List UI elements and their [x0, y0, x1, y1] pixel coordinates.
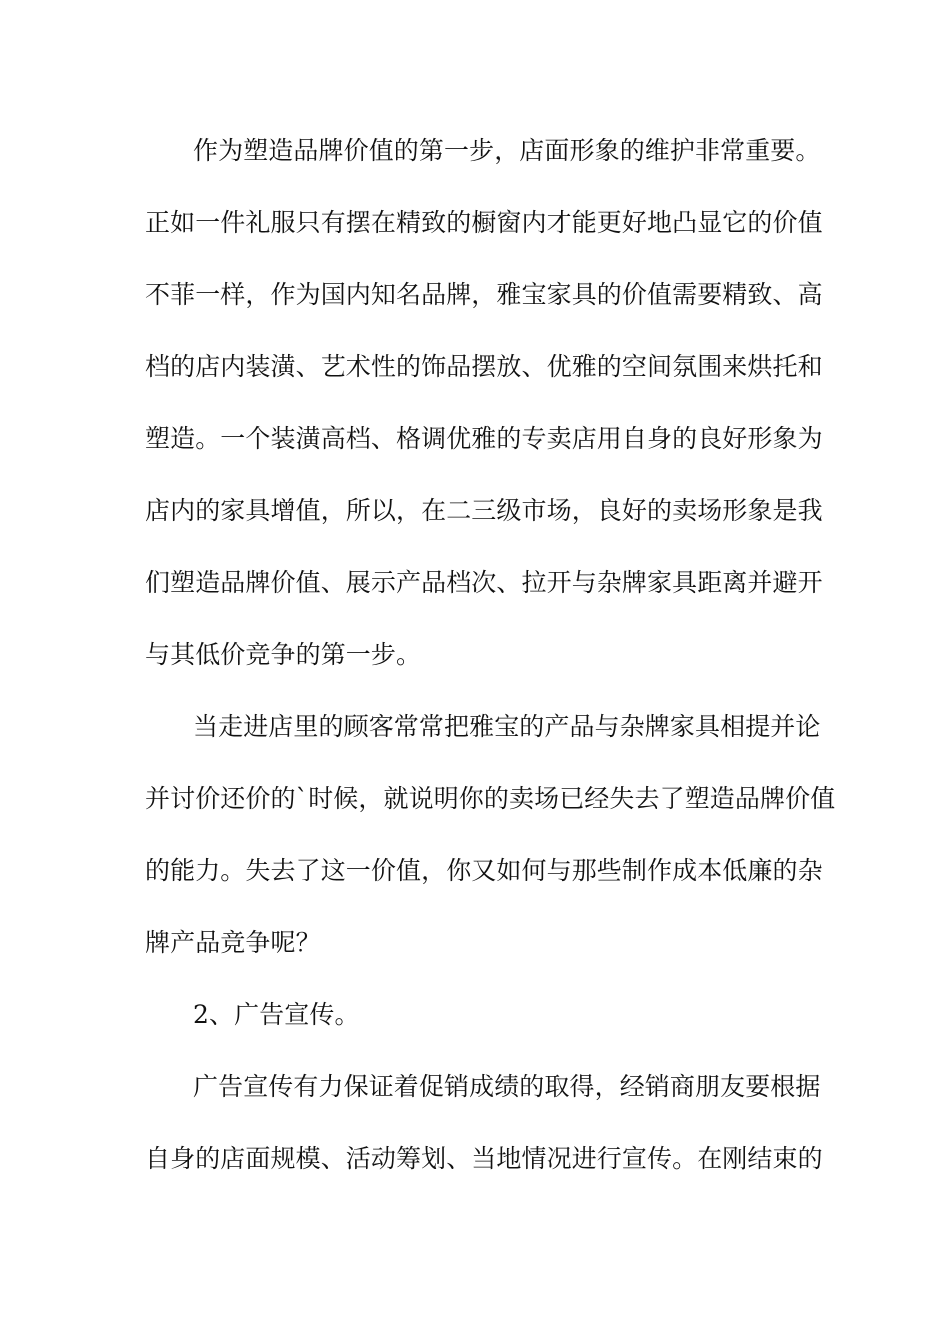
- paragraph-1-line-5: 塑造。一个装潢高档、格调优雅的专卖店用自身的良好形象为: [145, 424, 823, 453]
- paragraph-3-line-1: 广告宣传有力保证着促销成绩的取得，经销商朋友要根据: [193, 1072, 821, 1101]
- paragraph-1-line-7: 们塑造品牌价值、展示产品档次、拉开与杂牌家具距离并避开: [145, 568, 823, 597]
- paragraph-1-line-6: 店内的家具增值，所以，在二三级市场，良好的卖场形象是我: [145, 496, 823, 525]
- paragraph-1-line-1: 作为塑造品牌价值的第一步，店面形象的维护非常重要。: [193, 136, 821, 165]
- paragraph-2-line-3: 的能力。失去了这一价值，你又如何与那些制作成本低廉的杂: [145, 856, 823, 885]
- paragraph-3-line-2: 自身的店面规模、活动筹划、当地情况进行宣传。在刚结束的: [145, 1144, 823, 1173]
- paragraph-1-line-2: 正如一件礼服只有摆在精致的橱窗内才能更好地凸显它的价值: [145, 208, 823, 237]
- paragraph-2-line-1: 当走进店里的顾客常常把雅宝的产品与杂牌家具相提并论: [193, 712, 821, 741]
- paragraph-2-line-4: 牌产品竞争呢？: [145, 928, 321, 957]
- paragraph-1-line-4: 档的店内装潢、艺术性的饰品摆放、优雅的空间氛围来烘托和: [145, 352, 823, 381]
- paragraph-1-line-8: 与其低价竞争的第一步。: [145, 640, 422, 669]
- paragraph-1-line-3: 不菲一样，作为国内知名品牌，雅宝家具的价值需要精致、高: [145, 280, 823, 309]
- section-heading: 2、广告宣传。: [193, 1000, 360, 1029]
- paragraph-2-line-2: 并讨价还价的`时候，就说明你的卖场已经失去了塑造品牌价值: [145, 784, 836, 813]
- body-text: [145, 128, 836, 1208]
